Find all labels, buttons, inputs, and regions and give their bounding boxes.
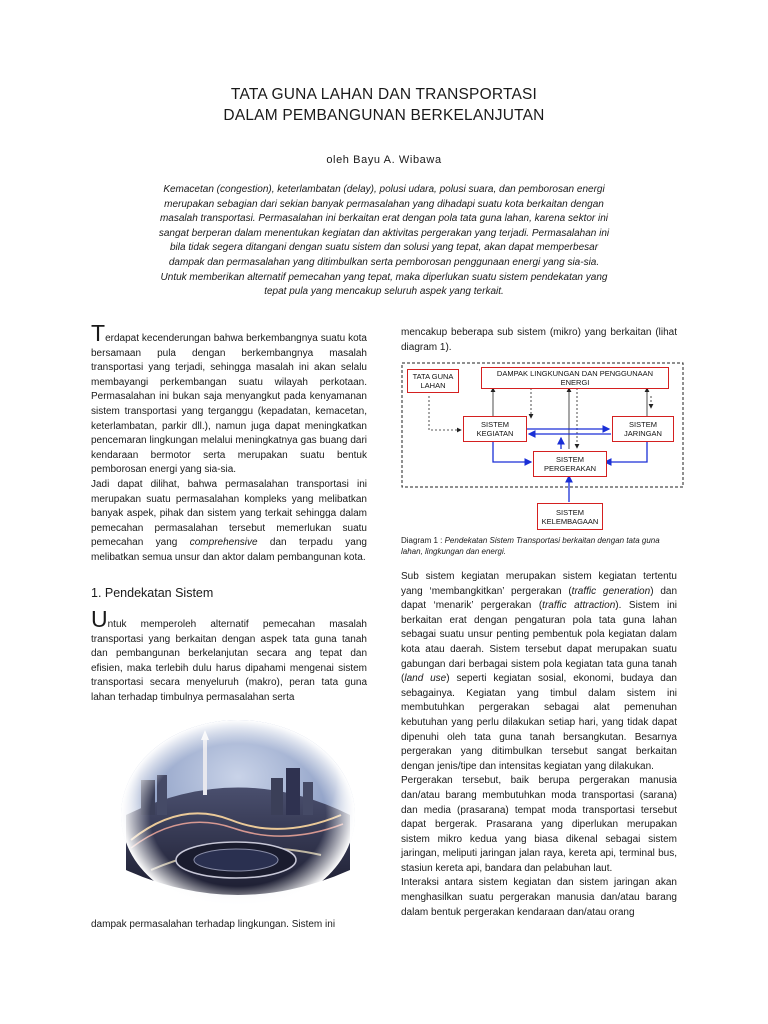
intro-text-1: erdapat kecenderungan bahwa berkembangnya suatu kota bersamaan pula dengan berkembangnya masalah transportasi yang terjadi, sehingga masalah ini akan selalu membayangi perkembangan suatu wilayah perkotaan. Permasalahan ini bukan saja menyangkut pada kenyamanan sistem transportasi yang terganggu (kepadatan, kemacetan, keterlambatan, parkir dll.), namun juga dapat meningkatkan pencemaran lingkungan melalui meningkatnya gas buang dari kendaraan bermotor serta merupakan suatu bentuk pemborosan energi yang sia-sia. <box>91 333 367 476</box>
intro-text-2b: dan terpadu yang melibatkan semua unsur dan aktor dalam pembangunan kota. <box>91 537 367 563</box>
diagram-1 <box>401 362 684 534</box>
section-1-text: ntuk memperoleh alternatif pemecahan masalah transportasi yang berkaitan dengan aspek tata guna tanah dan pembangunan berkelanjutan secara ang tepat dan efisien, maka terlebih dulu harus dipahami mengenai sistem transportasi secara menyeluruh (makro), peran tata guna lahan terhadap timbulnya permasalahan serta <box>91 619 367 704</box>
caption-text: Pendekatan Sistem Transportasi berkaitan dengan tata guna lahan, lingkungan dan energi. <box>401 536 660 556</box>
p1-d: ) seperti kegiatan sosial, ekonomi, budaya dan sebagainya. Kegiatan yang timbul dalam sistem ini membutuhkan pergerakan sebagai alat pemenuhan kebutuhan yang perlu dilakukan setiap hari, yang tidak dapat dipenuhi oleh tata guna tanah bersangkutan. Besarnya pergerakan yang ditimbulkan tersebut sangat berkaitan dengan jenis/tipe dan intensitas kegiatan yang dilakukan. <box>401 673 677 772</box>
box-sistem-pergerakan: SISTEM PERGERAKAN <box>533 451 607 477</box>
author-line: oleh Bayu A. Wibawa <box>326 154 442 166</box>
p1-b: ) dan dapat ‘menarik’ pergerakan ( <box>401 585 677 612</box>
section-1-heading: 1. Pendekatan Sistem <box>91 585 214 600</box>
left-column-bottom-line: dampak permasalahan terhadap lingkungan. Sistem ini <box>91 919 336 930</box>
term-traffic-generation: traffic generation <box>571 585 651 597</box>
p1-c: ). Sistem ini berkaitan erat dengan pengaturan pola tata guna lahan sebagai suatu unsur penting pembentuk pola kegiatan dalam kota atau daerah. Sistem tersebut dapat merupakan suatu gabungan dari berbagai sistem pola kegiatan tata guna tanah ( <box>401 600 678 685</box>
box-sistem-kelembagaan: SISTEM KELEMBAGAAN <box>537 503 603 530</box>
p1-a: Sub sistem kegiatan merupakan sistem kegiatan tertentu yang ‘membangkitkan’ pergerakan ( <box>401 571 677 597</box>
box-dampak-lingkungan: DAMPAK LINGKUNGAN DAN PENGGUNAAN ENERGI <box>481 367 669 389</box>
right-column-body <box>401 570 677 920</box>
section-1-paragraph <box>91 606 367 706</box>
intro-paragraph-2 <box>91 478 367 566</box>
right-paragraph-1 <box>401 570 677 774</box>
city-roundabout-photo <box>121 720 355 910</box>
dropcap-t: T <box>91 320 106 346</box>
term-traffic-attraction: traffic attraction <box>542 600 616 612</box>
right-column-intro <box>401 326 677 355</box>
right-intro-paragraph: mencakup beberapa sub sistem (mikro) yang berkaitan (lihat diagram 1). <box>401 327 677 353</box>
box-sistem-jaringan: SISTEM JARINGAN <box>612 416 674 442</box>
comprehensive-term: comprehensive <box>189 537 258 549</box>
paper-title <box>0 84 768 126</box>
box-tata-guna-lahan: TATA GUNA LAHAN <box>407 369 459 393</box>
caption-label: Diagram 1 : <box>401 536 445 545</box>
box-sistem-kegiatan: SISTEM KEGIATAN <box>463 416 527 442</box>
title-line-2: DALAM PEMBANGUNAN BERKELANJUTAN <box>223 107 545 124</box>
diagram-caption <box>401 535 681 557</box>
dropcap-u: U <box>91 606 108 633</box>
title-line-1: TATA GUNA LAHAN DAN TRANSPORTASI <box>230 86 538 103</box>
intro-paragraph-1 <box>91 320 367 478</box>
intro-text-2a: Jadi dapat dilihat, bahwa permasalahan transportasi ini merupakan suatu permasalahan kompleks yang melibatkan banyak aspek, pihak dan sistem yang terkait sehingga dalam pemecahan permasalahan tersebut memerlukan suatu pemecahan yang <box>91 478 367 549</box>
left-column <box>91 320 367 706</box>
term-land-use: land use <box>404 673 447 685</box>
right-paragraph-3: Interaksi antara sistem kegiatan dan sistem jaringan akan menghasilkan suatu pergerakan manusia dan/atau barang dalam bentuk pergerakan kendaraan dan/atau orang <box>401 877 677 918</box>
abstract: Kemacetan (congestion), keterlambatan (delay), polusi udara, polusi suara, dan pemborosan energi merupakan sebagian dari sekian banyak permasalahan yang dihadapi suatu kota berkaitan dengan masalah transportasi. Permasalahan ini berkaitan erat dengan pola tata guna lahan, karena sektor ini sangat berperan dalam menentukan kegiatan dan aktivitas pergerakan yang terjadi. Permasalahan ini bila tidak segera ditangani dengan suatu sistem dan solusi yang tepat, akan dapat memperbesar dampak dan permasalahan yang ditimbulkan serta pemborosan penggunaan energi yang sia-sia. Untuk memberikan alternatif pemecahan yang tepat, maka diperlukan suatu sistem pendekatan yang tepat pula yang mencakup seluruh aspek yang terkait. <box>158 184 610 298</box>
right-paragraph-2: Pergerakan tersebut, baik berupa pergerakan manusia dan/atau barang membutuhkan moda transportasi (sarana) dan media (prasarana) tempat moda transportasi tersebut dapat bergerak. Prasarana yang diperlukan merupakan sistem mikro kedua yang biasa dikenal sebagai sistem jaringan, meliputi jaringan jalan raya, kereta api, terminal bus, stasiun kereta api, bandara dan pelabuhan laut. <box>401 775 677 874</box>
